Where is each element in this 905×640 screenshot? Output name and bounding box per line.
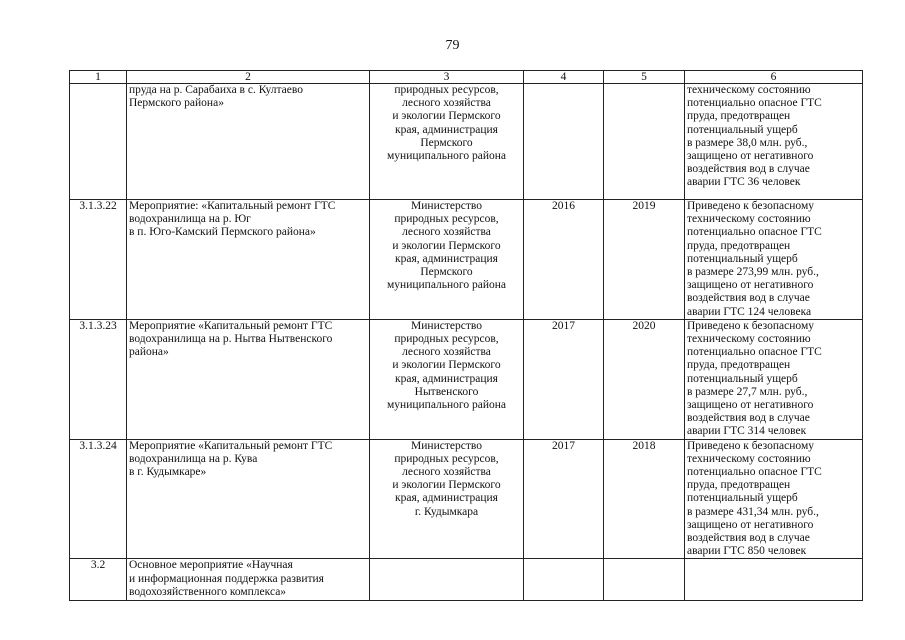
header-cell: 4 — [524, 71, 604, 84]
end-year: 2019 — [604, 200, 685, 320]
header-cell: 5 — [604, 71, 685, 84]
executor: Министерство природных ресурсов, лесного хозяйства и экологии Пермского края, администрация г. Кудымкара — [370, 439, 524, 559]
start-year: 2017 — [524, 319, 604, 439]
table-row — [70, 439, 863, 559]
header-cell: 2 — [127, 71, 370, 84]
row-number: 3.1.3.22 — [70, 200, 127, 320]
end-year: 2020 — [604, 319, 685, 439]
start-year — [524, 84, 604, 200]
table-row — [70, 200, 863, 320]
start-year: 2016 — [524, 200, 604, 320]
activity-name: Мероприятие «Капитальный ремонт ГТС водохранилища на р. Нытва Нытвенского района» — [127, 319, 370, 439]
expected-result — [685, 559, 863, 601]
table-row — [70, 559, 863, 601]
row-number — [70, 84, 127, 200]
activity-name: Мероприятие: «Капитальный ремонт ГТС водохранилища на р. Юг в п. Юго-Камский Пермского района» — [127, 200, 370, 320]
executor: Министерство природных ресурсов, лесного хозяйства и экологии Пермского края, администрация Нытвенского муниципального района — [370, 319, 524, 439]
expected-result: техническому состоянию потенциально опасное ГТС пруда, предотвращен потенциальный ущерб в размере 38,0 млн. руб., защищено от негативного воздействия вод в случае аварии ГТС 36 человек — [685, 84, 863, 200]
page-number: 79 — [445, 38, 460, 53]
activity-name: Основное мероприятие «Научная и информационная поддержка развития водохозяйственного комплекса» — [127, 559, 370, 601]
executor: природных ресурсов, лесного хозяйства и экологии Пермского края, администрация Пермского муниципального района — [370, 84, 524, 200]
table-header-row — [70, 71, 863, 84]
program-activities-table — [69, 70, 863, 601]
table-row — [70, 319, 863, 439]
table-row — [70, 84, 863, 200]
row-number: 3.1.3.24 — [70, 439, 127, 559]
end-year: 2018 — [604, 439, 685, 559]
expected-result: Приведено к безопасному техническому состоянию потенциально опасное ГТС пруда, предотвращен потенциальный ущерб в размере 27,7 млн. руб., защищено от негативного воздействия вод в случае аварии ГТС 314 человек — [685, 319, 863, 439]
activity-name: Мероприятие «Капитальный ремонт ГТС водохранилища на р. Кува в г. Кудымкаре» — [127, 439, 370, 559]
expected-result: Приведено к безопасному техническому состоянию потенциально опасное ГТС пруда, предотвращен потенциальный ущерб в размере 431,34 млн. руб., защищено от негативного воздействия вод в случае аварии ГТС 850 человек — [685, 439, 863, 559]
start-year: 2017 — [524, 439, 604, 559]
expected-result: Приведено к безопасному техническому состоянию потенциально опасное ГТС пруда, предотвращен потенциальный ущерб в размере 273,99 млн. руб., защищено от негативного воздействия вод в случае аварии ГТС 124 человека — [685, 200, 863, 320]
header-cell: 1 — [70, 71, 127, 84]
executor — [370, 559, 524, 601]
start-year — [524, 559, 604, 601]
row-number: 3.1.3.23 — [70, 319, 127, 439]
executor: Министерство природных ресурсов, лесного хозяйства и экологии Пермского края, администрация Пермского муниципального района — [370, 200, 524, 320]
row-number: 3.2 — [70, 559, 127, 601]
activity-name: пруда на р. Сарабаиха в с. Култаево Пермского района» — [127, 84, 370, 200]
end-year — [604, 559, 685, 601]
header-cell: 3 — [370, 71, 524, 84]
end-year — [604, 84, 685, 200]
header-cell: 6 — [685, 71, 863, 84]
